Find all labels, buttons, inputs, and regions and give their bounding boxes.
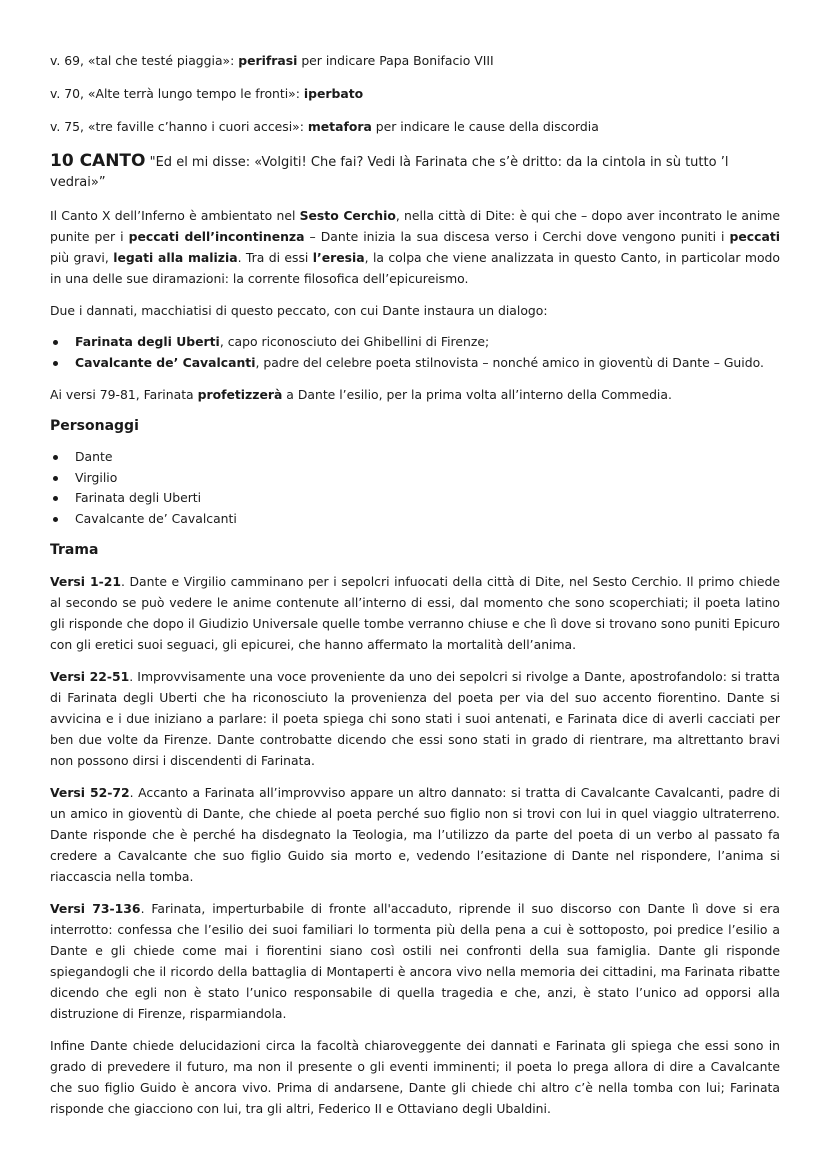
esilio-bold: profetizzerà [197,387,283,402]
verse-note-text: v. 70, «Alte terrà lungo tempo le fronti»: [50,86,304,101]
dannato-name: Cavalcante de’ Cavalcanti [75,354,256,370]
personaggi-list [50,447,780,529]
trama-verses: Versi 1-21 [50,574,121,589]
verse-note-figure: metafora [307,119,372,134]
intro-text: – Dante inizia la sua discesa verso i Cerchi dove vengono puniti i [304,229,730,244]
verse-note-text: per indicare le cause della discordia [371,119,599,134]
trama-paragraph [50,1035,780,1119]
trama-text: . Improvvisamente una voce proveniente da uno dei sepolcri si rivolge a Dante, apostrofandolo: si tratta di Farinata degli Uberti che ha riconosciuto la provenienza del poeta per via del suo accento fiorentino. Dante si avvicina e i due iniziano a parlare: il poeta spiega chi sono stati i suoi antenati, e Farinata dice di averli cacciati per ben due volte da Firenze. Dante controbatte dicendo che essi sono stati in grado di rientrare, ma altrettanto bravi non possono dirsi i discendenti di Farinata. [50,669,780,768]
list-item: Virgilio [50,468,780,489]
dannati-list [50,332,780,373]
canto-quote: "Ed el mi disse: «Volgiti! Che fai? Vedi là Farinata che s’è dritto: da la cintola in sù tutto ’l vedrai»” [50,155,729,190]
trama-paragraph [50,571,780,655]
intro-bold: l’eresia [312,250,365,265]
canto-title: 10 CANTO [50,151,146,171]
trama-text: . Farinata, imperturbabile di fronte all'accaduto, riprende il suo discorso con Dante lì dove si era interrotto: confessa che l’esilio dei suoi familiari lo tormenta più della pena a cui è sottoposto, poi predice l’esilio a Dante e gli chiede come mai i fiorentini siano così ostili nei confronti della sua famiglia. Dante gli risponde spiegandogli che il ricordo della battaglia di Montaperti è ancora vivo nella memoria dei cittadini, ma Farinata ribatte dicendo che egli non è stato l’unico responsabile di quella tragedia e che, anzi, è stato l’unico ad opporsi alla distruzione di Firenze, risparmiandola. [50,901,780,1021]
intro-text: , la colpa che viene analizzata in questo Canto, in particolar modo in una delle sue diramazioni: la corrente filosofica dell’epicureismo. [50,250,780,286]
intro-text: , nella città di Dite: è qui che – dopo aver incontrato le anime punite per i [50,208,780,244]
list-item: Dante [50,447,780,468]
verse-note-text: v. 69, «tal che testé piaggia»: [50,53,239,68]
intro-text: più gravi, [50,250,114,265]
trama-text: . Accanto a Farinata all’improvviso appare un altro dannato: si tratta di Cavalcante Cavalcanti, padre di un amico in gioventù di Dante, che chiede al poeta perché suo figlio non si trovi con lui in quel viaggio ultraterreno. Dante risponde che è perché ha disdegnato la Teologia, ma l’utilizzo da parte del poeta di un verbo al passato fa credere a Cavalcante che suo figlio Guido sia morto e, vedendo l’esitazione di Dante nel rispondere, l’anima si riaccascia nella tomba. [50,785,780,884]
list-item [50,353,780,374]
trama-verses: Versi 73-136 [50,901,141,916]
verse-note-70 [50,83,780,104]
intro-bold: legati alla malizia [113,250,238,265]
canto-heading [50,151,780,193]
esilio-text: Ai versi 79-81, Farinata [50,387,198,402]
verse-note-text: v. 75, «tre faville c’hanno i cuori accesi»: [50,119,308,134]
dannato-desc: , capo riconosciuto dei Ghibellini di Firenze; [219,334,490,349]
verse-note-69 [50,50,780,71]
list-item [50,332,780,353]
intro-bold: peccati [729,229,780,244]
dannato-name: Farinata degli Uberti [75,334,220,349]
trama-heading: Trama [50,542,99,558]
intro-bold: peccati dell’incontinenza [128,229,305,244]
trama-text: . Dante e Virgilio camminano per i sepolcri infuocati della città di Dite, nel Sesto Cerchio. Il primo chiede al secondo se può vedere le anime contenute all’interno di essi, dal momento che sono scoperchiati; il poeta latino gli risponde che dopo il Giudizio Universale quelle tombe verranno chiuse e che lì dove si trovano sono puniti Epicuro con gli eretici suoi seguaci, gli epicurei, che hanno affermato la mortalità dell’anima. [50,574,780,652]
trama-paragraph [50,666,780,771]
esilio-paragraph [50,384,780,405]
intro-text: . Tra di essi [237,250,313,265]
list-item: Cavalcante de’ Cavalcanti [50,509,780,530]
trama-verses: Versi 52-72 [50,785,130,800]
verse-note-figure: iperbato [303,86,364,101]
dannato-desc: , padre del celebre poeta stilnovista – nonché amico in gioventù di Dante – Guido. [255,354,764,370]
intro-text: Il Canto X dell’Inferno è ambientato nel [50,208,300,223]
intro-paragraph [50,205,780,289]
dannati-intro: Due i dannati, macchiatisi di questo peccato, con cui Dante instaura un dialogo: [50,303,548,318]
document-page [50,50,780,1130]
personaggi-heading: Personaggi [50,418,139,434]
trama-paragraph [50,898,780,1024]
verse-note-75 [50,116,780,137]
esilio-text: a Dante l’esilio, per la prima volta all’interno della Commedia. [282,387,672,402]
verse-note-figure: perifrasi [238,53,298,68]
list-item: Farinata degli Uberti [50,488,780,509]
trama-verses: Versi 22-51 [50,669,130,684]
trama-text: Infine Dante chiede delucidazioni circa la facoltà chiaroveggente dei dannati e Farinata gli spiega che essi sono in grado di prevedere il futuro, ma non il presente o gli eventi imminenti; il poeta lo prega allora di dire a Cavalcante che suo figlio Guido è ancora vivo. Prima di andarsene, Dante gli chiede chi altro c’è nella tomba con lui; Farinata risponde che giacciono con lui, tra gli altri, Federico II e Ottaviano degli Ubaldini. [50,1038,780,1116]
trama-paragraph [50,782,780,887]
verse-note-text: per indicare Papa Bonifacio VIII [297,53,494,68]
intro-bold: Sesto Cerchio [299,208,396,223]
